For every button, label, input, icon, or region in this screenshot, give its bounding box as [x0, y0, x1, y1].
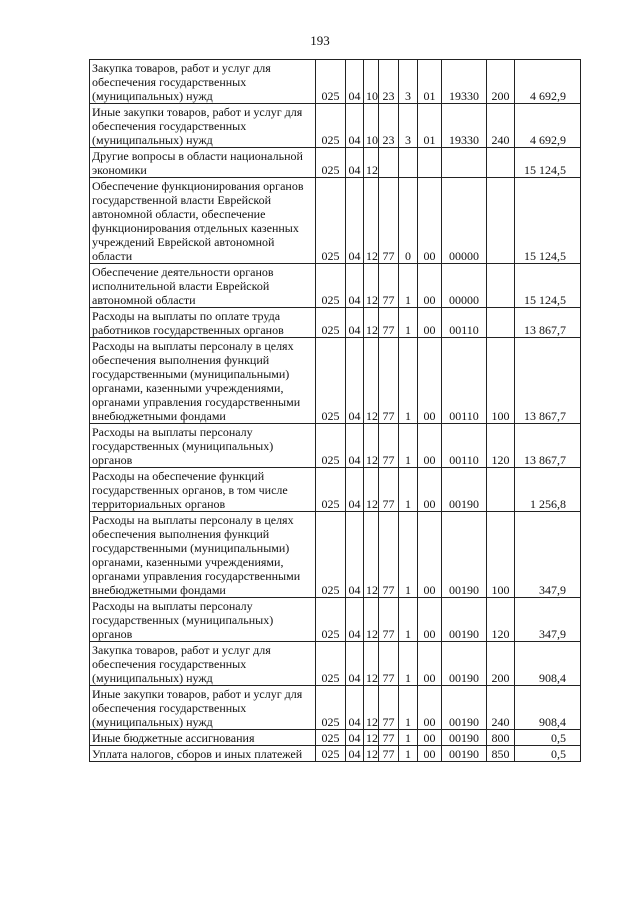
table-row: [90, 308, 581, 338]
direction-code: 00190: [442, 730, 487, 746]
expense-type-code: 800: [487, 730, 515, 746]
subsection-code: 12: [364, 264, 379, 308]
section-code: 04: [346, 264, 364, 308]
row-name: Расходы на выплаты персоналу в целях обеспечения выполнения функций государственными (муниципальными) органами, казенными учреждениями, органами управления государственными внебюджетными фондами: [90, 338, 316, 424]
subprogram-code: 1: [399, 264, 418, 308]
table-row: [90, 148, 581, 178]
direction-code: 00190: [442, 686, 487, 730]
subsection-code: 12: [364, 178, 379, 264]
subprogram-code: 1: [399, 424, 418, 468]
amount-value: 1 256,8: [515, 468, 581, 512]
table-row: [90, 178, 581, 264]
table-row: [90, 730, 581, 746]
ministry-code: 025: [316, 746, 346, 762]
program-code: 23: [379, 104, 399, 148]
amount-value: 0,5: [515, 746, 581, 762]
table-row: [90, 104, 581, 148]
section-code: 04: [346, 598, 364, 642]
direction-code: 00190: [442, 746, 487, 762]
program-code: 77: [379, 730, 399, 746]
section-code: 04: [346, 104, 364, 148]
row-name: Расходы на выплаты персоналу в целях обеспечения выполнения функций государственными (муниципальными) органами, казенными учреждениями, органами управления государственными внебюджетными фондами: [90, 512, 316, 598]
expense-type-code: 200: [487, 642, 515, 686]
row-name: Расходы на выплаты персоналу государственных (муниципальных) органов: [90, 424, 316, 468]
direction-code: 00190: [442, 512, 487, 598]
section-code: 04: [346, 178, 364, 264]
subprogram-code: 1: [399, 598, 418, 642]
expense-type-code: 850: [487, 746, 515, 762]
row-name: Закупка товаров, работ и услуг для обеспечения государственных (муниципальных) нужд: [90, 642, 316, 686]
program-code: 77: [379, 468, 399, 512]
section-code: 04: [346, 148, 364, 178]
program-code: 77: [379, 598, 399, 642]
ministry-code: 025: [316, 424, 346, 468]
expense-type-code: [487, 178, 515, 264]
program-code: 77: [379, 178, 399, 264]
table-row: [90, 686, 581, 730]
row-name: Расходы на выплаты по оплате труда работников государственных органов: [90, 308, 316, 338]
subprogram-code: 0: [399, 178, 418, 264]
subsection-code: 12: [364, 746, 379, 762]
program-code: [379, 148, 399, 178]
section-code: 04: [346, 468, 364, 512]
table-row: [90, 598, 581, 642]
direction-code: 00190: [442, 642, 487, 686]
main-event-code: 00: [418, 468, 442, 512]
ministry-code: 025: [316, 686, 346, 730]
subsection-code: 12: [364, 730, 379, 746]
budget-table: [89, 59, 581, 762]
program-code: 77: [379, 512, 399, 598]
ministry-code: 025: [316, 598, 346, 642]
row-name: Уплата налогов, сборов и иных платежей: [90, 746, 316, 762]
subsection-code: 10: [364, 60, 379, 104]
subsection-code: 12: [364, 512, 379, 598]
section-code: 04: [346, 60, 364, 104]
amount-value: 15 124,5: [515, 148, 581, 178]
section-code: 04: [346, 308, 364, 338]
table-row: [90, 642, 581, 686]
expense-type-code: [487, 468, 515, 512]
table-body: [90, 60, 581, 762]
amount-value: 0,5: [515, 730, 581, 746]
ministry-code: 025: [316, 148, 346, 178]
direction-code: 00190: [442, 468, 487, 512]
program-code: 77: [379, 308, 399, 338]
direction-code: 00110: [442, 338, 487, 424]
main-event-code: 00: [418, 512, 442, 598]
amount-value: 347,9: [515, 512, 581, 598]
subsection-code: 12: [364, 598, 379, 642]
direction-code: 00190: [442, 598, 487, 642]
subprogram-code: 3: [399, 60, 418, 104]
expense-type-code: 100: [487, 338, 515, 424]
main-event-code: 00: [418, 686, 442, 730]
row-name: Обеспечение функционирования органов государственной власти Еврейской автономной области, обеспечение функционирования отдельных казенных учреждений Еврейской автономной области: [90, 178, 316, 264]
main-event-code: 00: [418, 424, 442, 468]
expense-type-code: [487, 148, 515, 178]
ministry-code: 025: [316, 60, 346, 104]
row-name: Другие вопросы в области национальной экономики: [90, 148, 316, 178]
section-code: 04: [346, 642, 364, 686]
ministry-code: 025: [316, 178, 346, 264]
main-event-code: 00: [418, 178, 442, 264]
ministry-code: 025: [316, 308, 346, 338]
subprogram-code: 1: [399, 746, 418, 762]
row-name: Иные бюджетные ассигнования: [90, 730, 316, 746]
program-code: 77: [379, 746, 399, 762]
main-event-code: 00: [418, 598, 442, 642]
amount-value: 4 692,9: [515, 60, 581, 104]
row-name: Обеспечение деятельности органов исполнительной власти Еврейской автономной области: [90, 264, 316, 308]
main-event-code: 00: [418, 746, 442, 762]
row-name: Иные закупки товаров, работ и услуг для обеспечения государственных (муниципальных) нужд: [90, 686, 316, 730]
subprogram-code: 1: [399, 686, 418, 730]
ministry-code: 025: [316, 642, 346, 686]
amount-value: 4 692,9: [515, 104, 581, 148]
expense-type-code: 240: [487, 104, 515, 148]
direction-code: 00000: [442, 178, 487, 264]
main-event-code: 01: [418, 104, 442, 148]
amount-value: 15 124,5: [515, 178, 581, 264]
subprogram-code: 1: [399, 512, 418, 598]
amount-value: 13 867,7: [515, 424, 581, 468]
amount-value: 908,4: [515, 642, 581, 686]
subprogram-code: 1: [399, 468, 418, 512]
direction-code: [442, 148, 487, 178]
expense-type-code: 200: [487, 60, 515, 104]
section-code: 04: [346, 512, 364, 598]
amount-value: 15 124,5: [515, 264, 581, 308]
expense-type-code: [487, 308, 515, 338]
main-event-code: 00: [418, 730, 442, 746]
row-name: Расходы на обеспечение функций государственных органов, в том числе территориальных органов: [90, 468, 316, 512]
ministry-code: 025: [316, 512, 346, 598]
subsection-code: 12: [364, 468, 379, 512]
expense-type-code: 120: [487, 598, 515, 642]
ministry-code: 025: [316, 338, 346, 424]
direction-code: 19330: [442, 60, 487, 104]
program-code: 77: [379, 424, 399, 468]
direction-code: 00110: [442, 308, 487, 338]
ministry-code: 025: [316, 468, 346, 512]
section-code: 04: [346, 730, 364, 746]
page-number: 193: [310, 33, 330, 48]
table-row: [90, 264, 581, 308]
expense-type-code: 100: [487, 512, 515, 598]
direction-code: 00000: [442, 264, 487, 308]
table-row: [90, 424, 581, 468]
table-row: [90, 746, 581, 762]
table-row: [90, 60, 581, 104]
subprogram-code: 1: [399, 308, 418, 338]
amount-value: 908,4: [515, 686, 581, 730]
ministry-code: 025: [316, 104, 346, 148]
expense-type-code: 120: [487, 424, 515, 468]
subsection-code: 12: [364, 424, 379, 468]
main-event-code: 00: [418, 264, 442, 308]
subsection-code: 12: [364, 308, 379, 338]
program-code: 77: [379, 338, 399, 424]
subsection-code: 12: [364, 148, 379, 178]
program-code: 77: [379, 264, 399, 308]
program-code: 23: [379, 60, 399, 104]
section-code: 04: [346, 424, 364, 468]
ministry-code: 025: [316, 730, 346, 746]
main-event-code: 00: [418, 308, 442, 338]
amount-value: 13 867,7: [515, 308, 581, 338]
subprogram-code: 3: [399, 104, 418, 148]
ministry-code: 025: [316, 264, 346, 308]
main-event-code: [418, 148, 442, 178]
expense-type-code: 240: [487, 686, 515, 730]
table-row: [90, 468, 581, 512]
section-code: 04: [346, 746, 364, 762]
subprogram-code: 1: [399, 338, 418, 424]
amount-value: 13 867,7: [515, 338, 581, 424]
subprogram-code: 1: [399, 730, 418, 746]
row-name: Закупка товаров, работ и услуг для обеспечения государственных (муниципальных) нужд: [90, 60, 316, 104]
row-name: Иные закупки товаров, работ и услуг для обеспечения государственных (муниципальных) нужд: [90, 104, 316, 148]
subsection-code: 12: [364, 642, 379, 686]
main-event-code: 00: [418, 338, 442, 424]
row-name: Расходы на выплаты персоналу государственных (муниципальных) органов: [90, 598, 316, 642]
table-row: [90, 338, 581, 424]
program-code: 77: [379, 642, 399, 686]
subsection-code: 12: [364, 686, 379, 730]
section-code: 04: [346, 338, 364, 424]
direction-code: 19330: [442, 104, 487, 148]
subprogram-code: [399, 148, 418, 178]
subsection-code: 10: [364, 104, 379, 148]
subprogram-code: 1: [399, 642, 418, 686]
section-code: 04: [346, 686, 364, 730]
amount-value: 347,9: [515, 598, 581, 642]
direction-code: 00110: [442, 424, 487, 468]
main-event-code: 01: [418, 60, 442, 104]
subsection-code: 12: [364, 338, 379, 424]
program-code: 77: [379, 686, 399, 730]
expense-type-code: [487, 264, 515, 308]
main-event-code: 00: [418, 642, 442, 686]
table-row: [90, 512, 581, 598]
